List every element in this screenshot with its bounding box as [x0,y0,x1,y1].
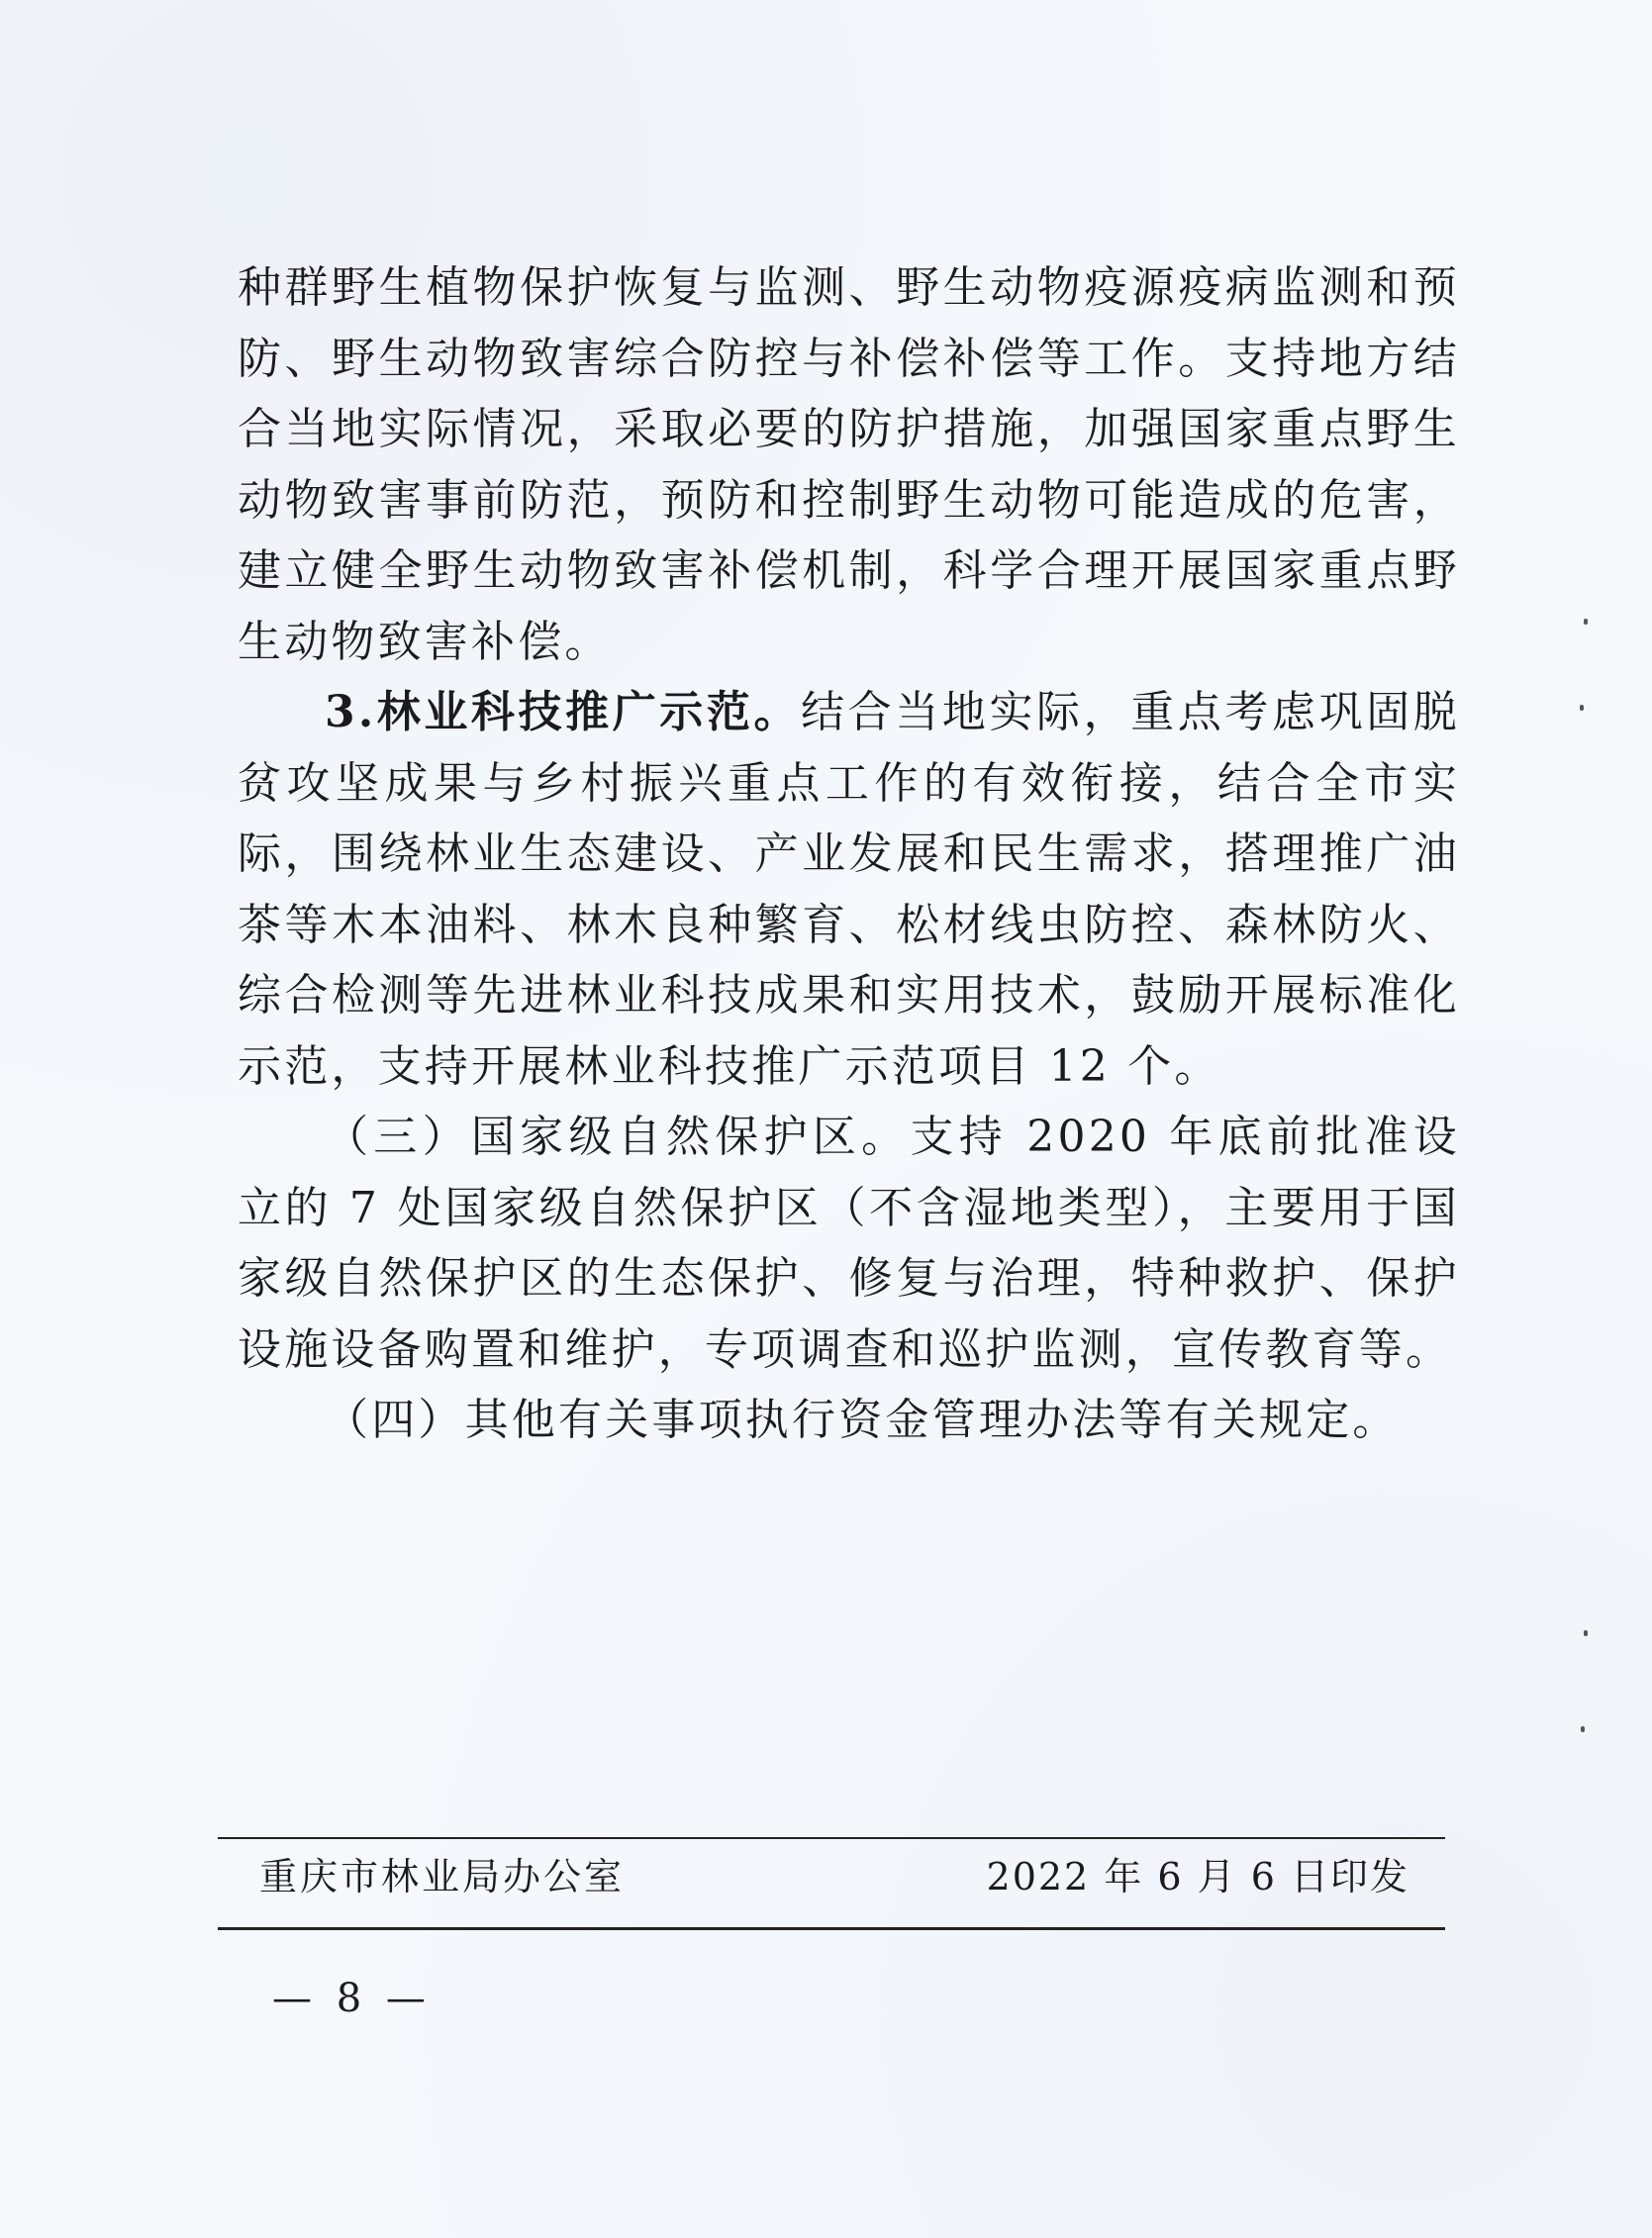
footer-bottom-rule [218,1927,1445,1930]
footer-issuer: 重庆市林业局办公室 [259,1855,626,1898]
paragraph-heading: （三）国家级自然保护区。 [325,1112,911,1162]
document-body [238,252,1460,1456]
paragraph-heading: （四）其他有关事项执行资金管理办法等有关规定。 [325,1395,1400,1445]
scan-speck [1581,1726,1585,1732]
paragraph-text: 种群野生植物保护恢复与监测、野生动物疫源疫病监测和预防、野生动物致害综合防控与补偿补偿等工作。支持地方结合当地实际情况，采取必要的防护措施，加强国家重点野生动物致害事前防范，预防和控制野生动物可能造成的危害，建立健全野生动物致害补偿机制，科学合理开展国家重点野生动物致害补偿。 [238,262,1460,667]
paragraph-other-matters [238,1385,1460,1456]
paragraph-wildlife-continuation [238,252,1460,677]
paragraph-heading: 3.林业科技推广示范。 [325,687,802,737]
paragraph-text: 结合当地实际，重点考虑巩固脱贫攻坚成果与乡村振兴重点工作的有效衔接，结合全市实际，围绕林业生态建设、产业发展和民生需求，搭理推广油茶等木本油料、林木良种繁育、松材线虫防控、森林防火、综合检测等先进林业科技成果和实用技术，鼓励开展标准化示范，支持开展林业科技推广示范项目 12 个。 [238,687,1460,1092]
scan-speck [1584,1630,1588,1636]
scan-speck [1580,705,1584,711]
page-number: — 8 — [272,1976,432,2021]
footer-issue-date: 2022 年 6 月 6 日印发 [986,1855,1409,1898]
paragraph-text: 支持 2020 年底前批准设立的 7 处国家级自然保护区（不含湿地类型），主要用于国家级自然保护区的生态保护、修复与治理，特种救护、保护设施设备购置和维护，专项调查和巡护监测，宣传教育等。 [238,1112,1460,1375]
footer-top-rule [218,1837,1445,1839]
paragraph-forestry-tech [238,677,1460,1102]
paragraph-nature-reserve [238,1102,1460,1385]
scan-speck [1584,619,1588,625]
